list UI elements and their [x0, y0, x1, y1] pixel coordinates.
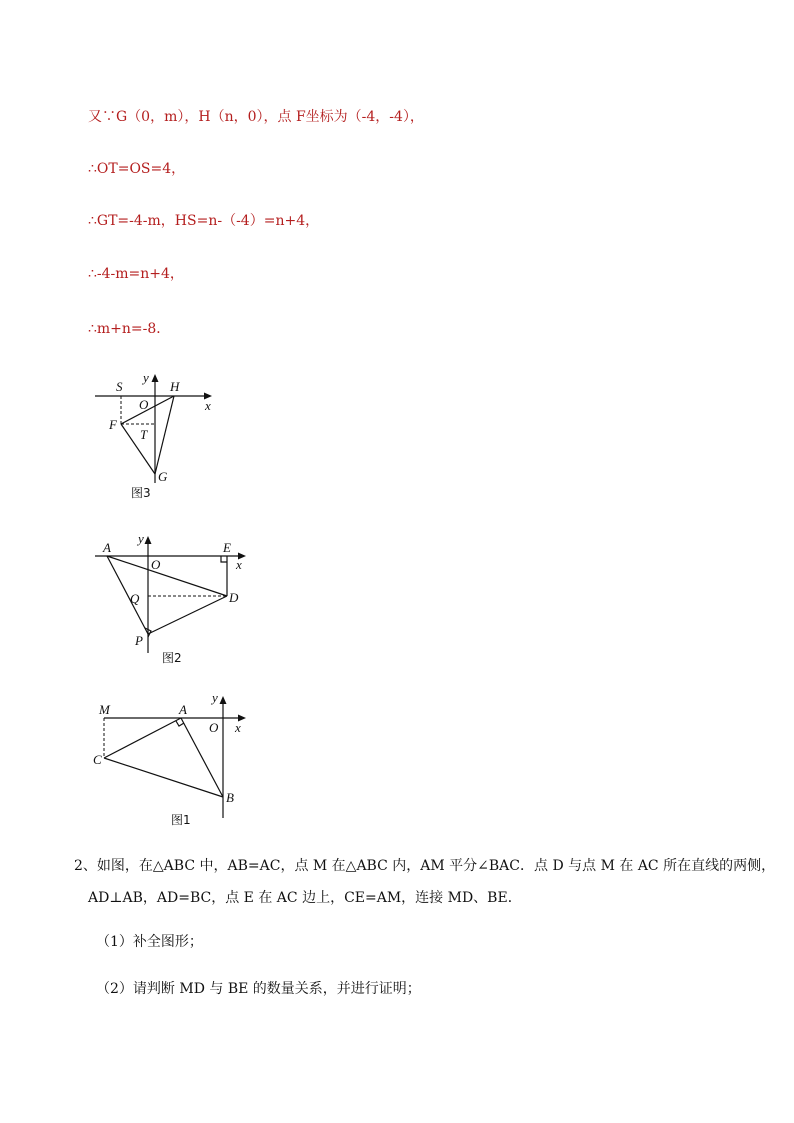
fig3-label-f: F	[109, 417, 117, 432]
fig2-label-o: O	[151, 557, 161, 572]
figure-2	[90, 528, 255, 668]
solution-line-2: ∴OT=OS=4，	[88, 161, 186, 177]
fig1-label-o: O	[209, 720, 219, 735]
fig3-label-x: x	[205, 398, 211, 413]
fig1-label-x: x	[235, 720, 241, 735]
fig1-label-c: C	[93, 752, 102, 767]
fig1-label-b: B	[226, 790, 234, 805]
problem-2-line-1: 2、如图，在△ABC 中，AB=AC，点 M 在△ABC 内，AM 平分∠BAC．点 D 与点 M 在 AC 所在直线的两侧，	[74, 858, 776, 874]
problem-2-question-2: （2）请判断 MD 与 BE 的数量关系，并进行证明；	[96, 981, 421, 997]
fig2-label-x: x	[236, 557, 242, 572]
solution-line-1: 又∵G（0，m），H（n，0），点 F坐标为（-4，-4），	[88, 109, 424, 125]
fig3-label-s: S	[116, 379, 123, 394]
fig1-label-m: M	[99, 702, 110, 717]
fig1-label-a: A	[179, 702, 187, 717]
fig2-label-a: A	[103, 540, 111, 555]
solution-line-3: ∴GT=-4-m，HS=n-（-4）=n+4，	[88, 213, 320, 229]
fig2-label-e: E	[223, 540, 231, 555]
figure-3	[90, 366, 230, 501]
fig3-label-t: T	[140, 427, 148, 442]
problem-2-line-2: AD⊥AB，AD=BC，点 E 在 AC 边上，CE=AM，连接 MD、BE．	[88, 890, 522, 906]
figure-1	[90, 688, 255, 830]
fig2-label-q: Q	[130, 591, 140, 606]
fig2-label-d: D	[229, 590, 239, 605]
fig1-label-y: y	[212, 690, 218, 705]
solution-line-4: ∴-4-m=n+4，	[88, 266, 184, 282]
fig2-caption: 图2	[162, 651, 182, 665]
fig1-caption: 图1	[171, 813, 191, 827]
fig3-label-o: O	[139, 397, 149, 412]
problem-2-question-1: （1）补全图形；	[96, 934, 203, 950]
fig3-label-h: H	[170, 379, 180, 394]
fig3-caption: 图3	[131, 486, 151, 500]
solution-line-5: ∴m+n=-8．	[88, 321, 171, 337]
fig2-label-y: y	[138, 531, 144, 546]
fig3-label-g: G	[158, 469, 168, 484]
fig3-label-y: y	[143, 370, 149, 385]
fig2-label-p: P	[135, 633, 143, 648]
